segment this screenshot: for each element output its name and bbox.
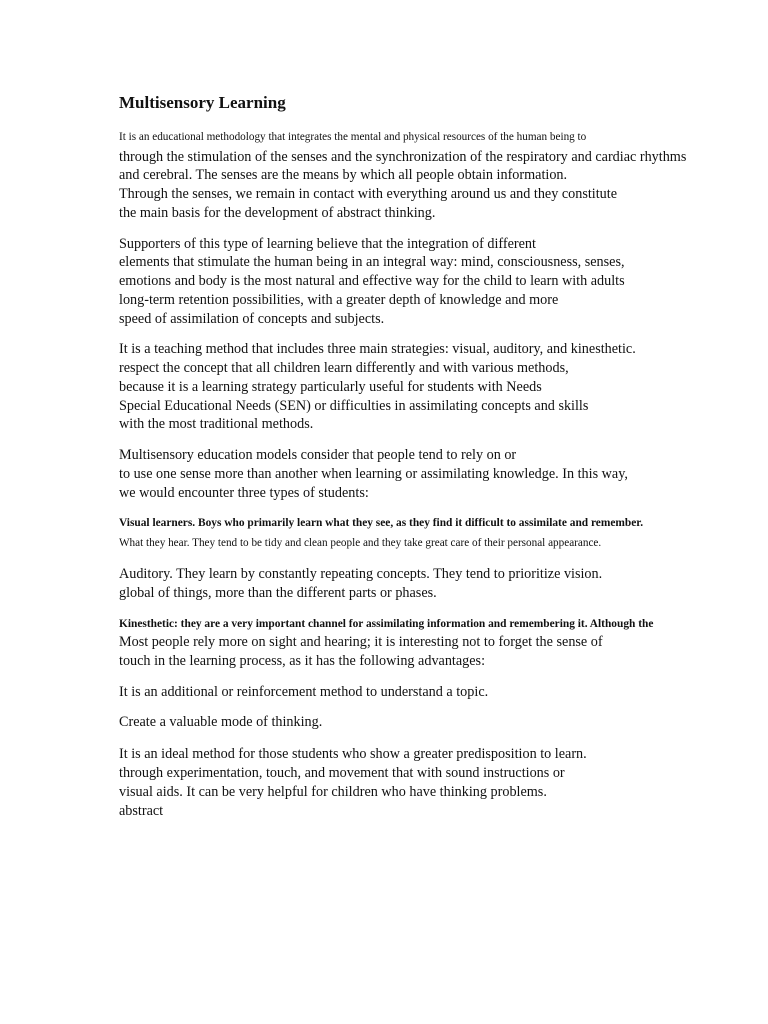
text-line: long-term retention possibilities, with a greater depth of knowledge and more — [119, 292, 559, 308]
text-line: It is a teaching method that includes three main strategies: visual, auditory, and kinesthetic. — [119, 341, 636, 357]
text-line: because it is a learning strategy particularly useful for students with Needs — [119, 379, 542, 395]
text-line: to use one sense more than another when learning or assimilating knowledge. In this way, — [119, 466, 628, 482]
text-line: Kinesthetic: they are a very important channel for assimilating information and remembering it. Although the — [119, 618, 654, 630]
text-line: It is an ideal method for those students who show a greater predisposition to learn. — [119, 746, 587, 762]
text-line: Auditory. They learn by constantly repeating concepts. They tend to prioritize vision. — [119, 566, 603, 582]
text-line: through the stimulation of the senses and the synchronization of the respiratory and cardiac rhythms — [119, 149, 687, 165]
text-line: speed of assimilation of concepts and subjects. — [119, 311, 385, 327]
text-line: elements that stimulate the human being in an integral way: mind, consciousness, senses, — [119, 254, 625, 270]
text-line: and cerebral. The senses are the means by which all people obtain information. — [119, 167, 568, 183]
text-line: with the most traditional methods. — [119, 416, 314, 432]
text-line: Visual learners. Boys who primarily learn what they see, as they find it difficult to assimilate and remember. — [119, 517, 644, 529]
text-line: Through the senses, we remain in contact with everything around us and they constitute — [119, 186, 618, 202]
text-line: Create a valuable mode of thinking. — [119, 714, 323, 730]
text-line: It is an educational methodology that integrates the mental and physical resources of the human being to — [119, 131, 587, 143]
text-line: abstract — [119, 803, 164, 819]
text-line: visual aids. It can be very helpful for children who have thinking problems. — [119, 784, 547, 800]
text-line: What they hear. They tend to be tidy and clean people and they take great care of their personal appearance. — [119, 537, 602, 549]
text-line: respect the concept that all children learn differently and with various methods, — [119, 360, 569, 376]
text-line: Special Educational Needs (SEN) or difficulties in assimilating concepts and skills — [119, 398, 589, 414]
text-line: the main basis for the development of abstract thinking. — [119, 205, 436, 221]
text-line: through experimentation, touch, and movement that with sound instructions or — [119, 765, 565, 781]
text-line: global of things, more than the different parts or phases. — [119, 585, 437, 601]
text-line: Multisensory education models consider that people tend to rely on or — [119, 447, 517, 463]
text-line: emotions and body is the most natural and effective way for the child to learn with adults — [119, 273, 625, 289]
text-line: touch in the learning process, as it has the following advantages: — [119, 653, 486, 669]
page-title: Multisensory Learning — [119, 93, 286, 112]
text-line: Most people rely more on sight and hearing; it is interesting not to forget the sense of — [119, 634, 603, 650]
text-line: Supporters of this type of learning believe that the integration of different — [119, 236, 536, 252]
text-line: we would encounter three types of students: — [119, 485, 369, 501]
text-line: It is an additional or reinforcement method to understand a topic. — [119, 684, 489, 700]
